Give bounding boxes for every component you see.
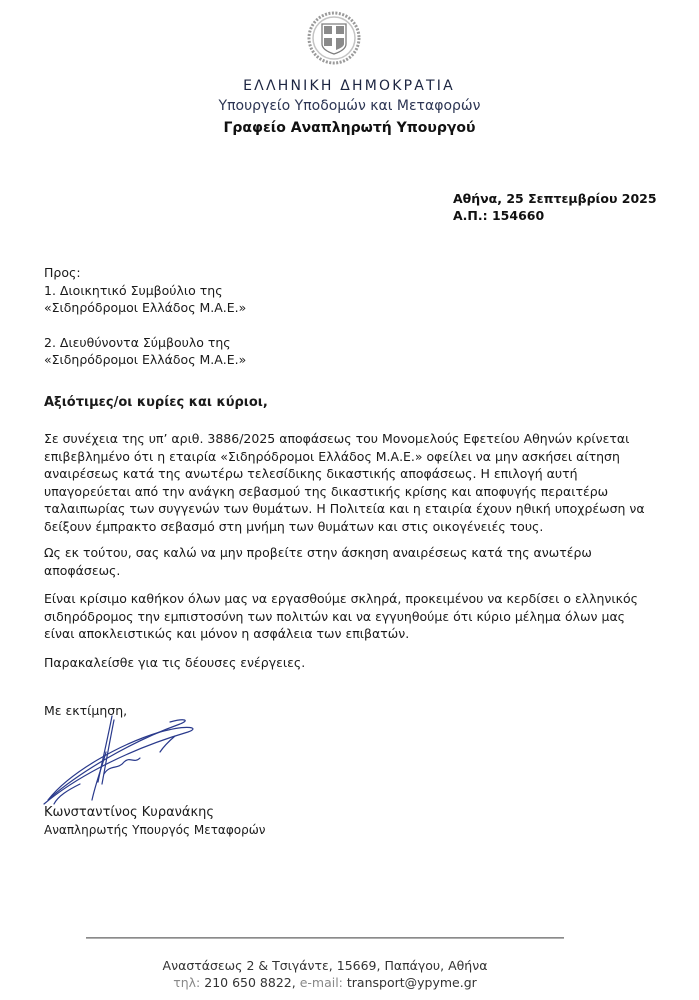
recipient-1-line2: «Σιδηρόδρομοι Ελλάδος Μ.Α.Ε.» — [44, 300, 247, 315]
paragraph-line: σιδηρόδρομος την εμπιστοσύνη των πολιτών και να εγγυηθούμε ότι κύριο μέλημα όλων μας — [44, 608, 626, 624]
paragraph-line: υπαγορεύεται από την ανάγκη σεβασμού της δικαστικής κρίσης και αποφυγής περαιτέρω — [44, 483, 609, 499]
ministry-name: Υπουργείο Υποδομών και Μεταφορών — [218, 98, 481, 114]
footer-contact — [0, 974, 650, 991]
paragraph-line: ταλαιπωρίας των συγγενών των θυμάτων. Η Πολιτεία και η εταιρία έχουν ηθική υποχρέωση να — [44, 501, 645, 516]
signer-name: Κωνσταντίνος Κυρανάκης — [44, 805, 215, 820]
date-line: Αθήνα, 25 Σεπτεμβρίου 2025 — [453, 191, 657, 206]
greek-coat-of-arms-icon — [306, 10, 362, 66]
footer-address: Αναστάσεως 2 & Τσιγάντε, 15669, Παπάγου, Αθήνα — [162, 958, 488, 973]
paragraph-3 — [44, 590, 674, 643]
paragraph-line: αποφάσεως. — [44, 562, 121, 578]
republic-title: ΕΛΛΗΝΙΚΗ ΔΗΜΟΚΡΑΤΙΑ — [243, 78, 455, 94]
paragraph-line: δείξουν έμπρακτο σεβασμό στη μνήμη των θυμάτων και στις οικογένειές τους. — [44, 518, 544, 534]
recipient-2-line1: 2. Διευθύνοντα Σύμβουλο της — [44, 334, 231, 350]
paragraph-line: Ως εκ τούτου, σας καλώ να μην προβείτε στην άσκηση αναιρέσεως κατά της ανωτέρω — [44, 545, 592, 560]
protocol-number: Α.Π.: 154660 — [453, 208, 545, 223]
paragraph-line: επιβεβλημένο ότι η εταιρία «Σιδηρόδρομοι Ελλάδος Μ.Α.Ε.» οφείλει να μην ασκήσει αίτηση — [44, 448, 620, 464]
date-protocol-block — [453, 190, 657, 224]
paragraph-line: αναιρέσεως κατά της ανωτέρω τελεσίδικης δικαστικής αποφάσεως. Η επιλογή αυτή — [44, 466, 578, 481]
paragraph-2 — [44, 544, 674, 579]
recipient-2-line2: «Σιδηρόδρομοι Ελλάδος Μ.Α.Ε.» — [44, 352, 247, 367]
email-label: e-mail: — [299, 975, 343, 990]
phone-number: 210 650 8822, — [204, 975, 296, 990]
signer-title: Αναπληρωτής Υπουργός Μεταφορών — [44, 823, 266, 837]
paragraph-line: Είναι κρίσιμο καθήκον όλων μας να εργασθούμε σκληρά, προκειμένου να κερδίσει ο ελληνικός — [44, 591, 638, 606]
handwritten-signature-icon — [40, 712, 200, 812]
paragraph-4 — [44, 654, 674, 672]
paragraph-line: Παρακαλείσθε για τις δέουσες ενέργειες. — [44, 655, 306, 670]
email-link[interactable]: transport@ypyme.gr — [346, 975, 477, 990]
phone-label: τηλ: — [173, 975, 201, 990]
recipient-1-line1: 1. Διοικητικό Συμβούλιο της — [44, 282, 223, 298]
paragraph-1 — [44, 430, 674, 535]
office-name: Γραφείο Αναπληρωτή Υπουργού — [223, 120, 476, 136]
paragraph-line: είναι αποκλειστικώς και μόνον η ασφάλεια των επιβατών. — [44, 626, 410, 641]
footer-divider — [86, 937, 564, 939]
closing: Με εκτίμηση, — [44, 703, 128, 718]
recipients-label: Προς: — [44, 265, 81, 280]
paragraph-line: Σε συνέχεια της υπ’ αριθ. 3886/2025 αποφάσεως του Μονομελούς Εφετείου Αθηνών κρίνεται — [44, 431, 630, 446]
letterhead — [0, 76, 699, 139]
greeting: Αξιότιμες/οι κυρίες και κύριοι, — [44, 395, 268, 410]
recipients-block — [44, 264, 674, 369]
